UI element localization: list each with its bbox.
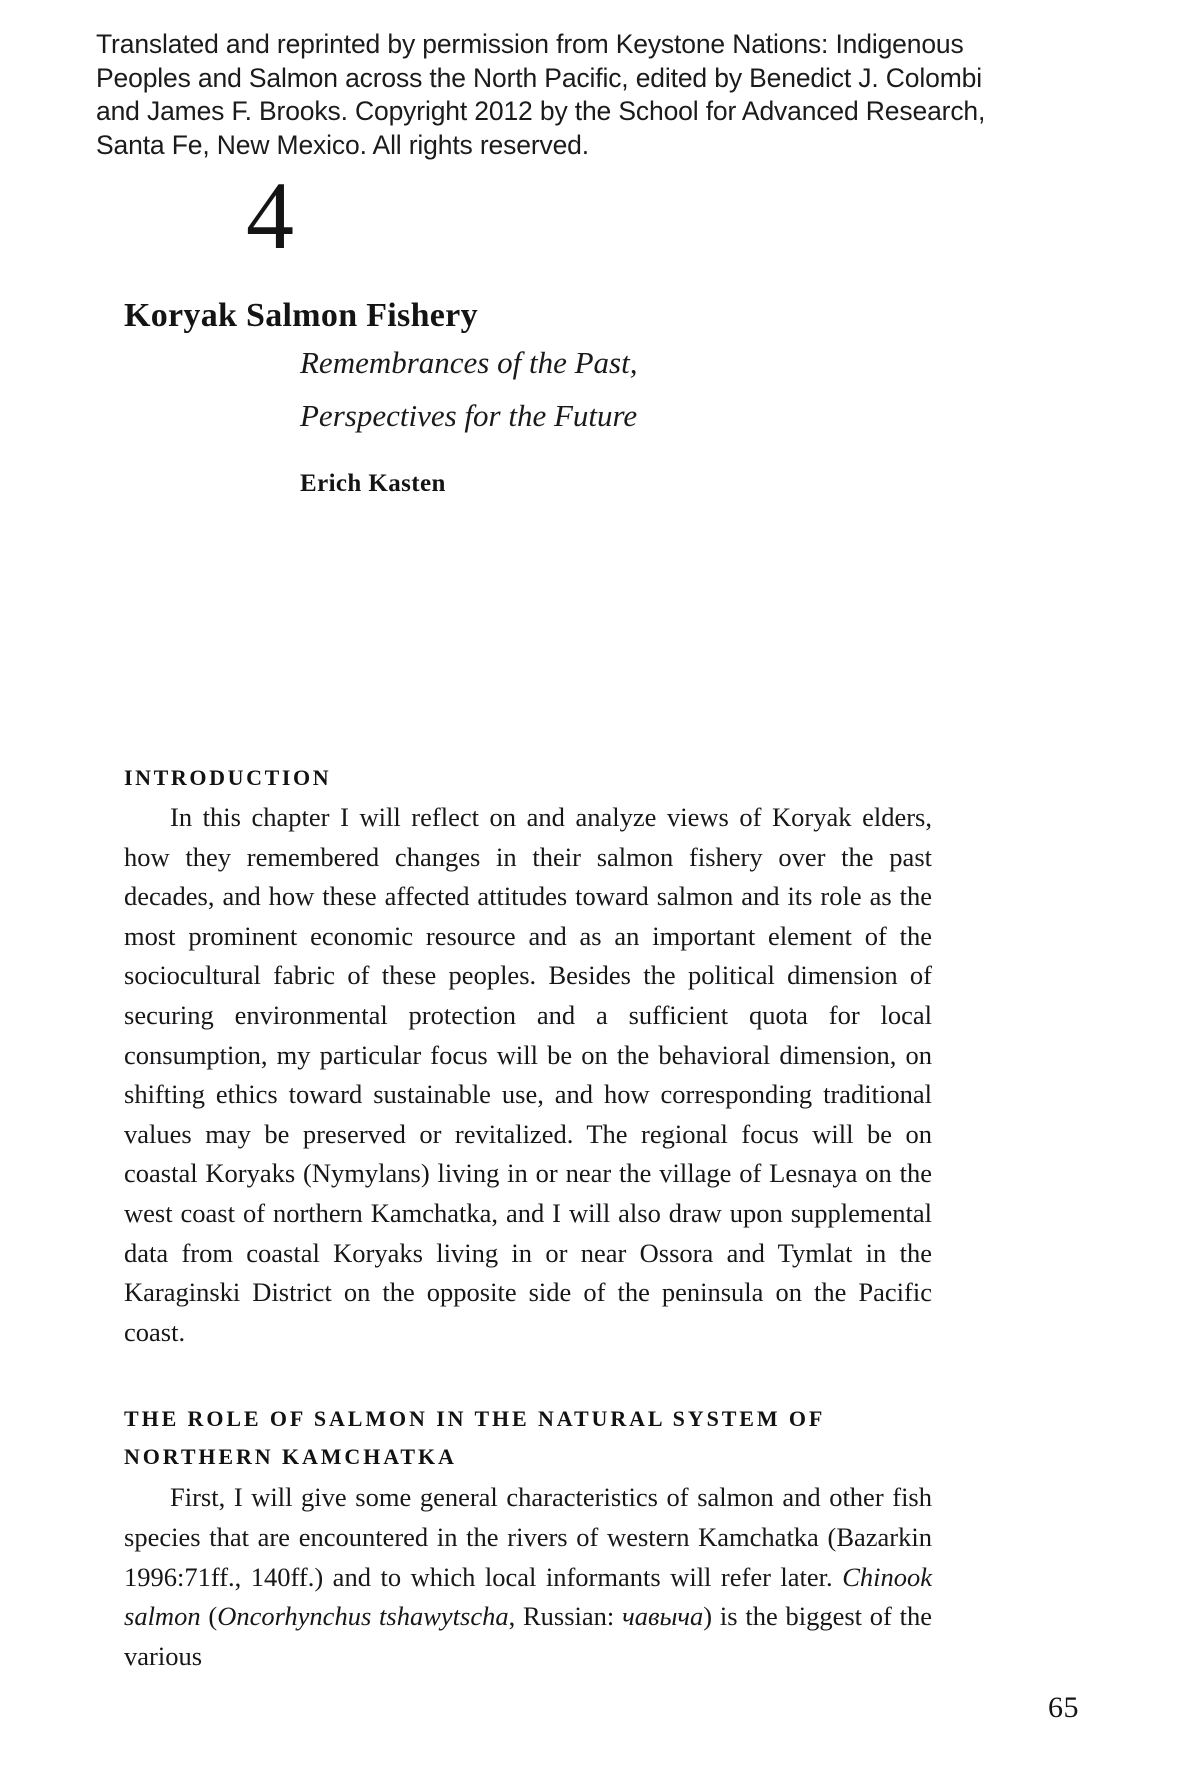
chapter-subtitle-line-2: Perspectives for the Future [300, 398, 638, 433]
text-run-italic-1: Chinook salmon [124, 1561, 932, 1632]
text-run-italic-5: чавыча [622, 1601, 704, 1632]
chapter-title: Koryak Salmon Fishery [124, 296, 478, 334]
page-number: 65 [1048, 1691, 1079, 1724]
chapter-subtitle [300, 336, 920, 442]
body-column [124, 760, 932, 1676]
text-run-roman-2: ( [200, 1601, 218, 1632]
text-run-roman-6: ) is the biggest of the various [124, 1601, 933, 1671]
text-run-italic-3: Oncorhynchus tshawytscha [217, 1601, 509, 1632]
section-heading-introduction: INTRODUCTION [124, 765, 332, 790]
section-heading-role-of-salmon: THE ROLE OF SALMON IN THE NATURAL SYSTEM OF NORTHERN KAMCHATKA [124, 1406, 825, 1470]
text-run-roman-4: , Russian: [508, 1601, 623, 1632]
permission-notice: Translated and reprinted by permission from Keystone Nations: Indigenous Peoples and Salmon across the North Pacific, edited by Benedict J. Colombi and James F. Brooks. Copyright 2012 by the School for Advanced Research, Santa Fe, New Mexico. All rights reserved. [96, 29, 986, 160]
text-run-roman-0: First, I will give some general characteristics of salmon and other fish species that are encountered in the rivers of western Kamchatka (Bazarkin 1996:71ff., 140ff.) and to which local informants will refer later. [124, 1482, 932, 1592]
chapter-subtitle-line-1: Remembrances of the Past, [300, 345, 638, 380]
paragraph-role-of-salmon [124, 1478, 932, 1676]
chapter-author: Erich Kasten [300, 470, 446, 497]
chapter-number: 4 [246, 162, 294, 269]
paragraph-introduction: In this chapter I will reflect on and analyze views of Koryak elders, how they remembered changes in their salmon fishery over the past decades, and how these affected attitudes toward salmon and its role as the most prominent economic resource and as an important element of the sociocultural fabric of these peoples. Besides the political dimension of securing environmental protection and a sufficient quota for local consumption, my particular focus will be on the behavioral dimension, on shifting ethics toward sustainable use, and how corresponding traditional values may be preserved or revitalized. The regional focus will be on coastal Koryaks (Nymylans) living in or near the village of Lesnaya on the west coast of northern Kamchatka, and I will also draw upon supplemental data from coastal Koryaks living in or near Ossora and Tymlat in the Karaginski District on the opposite side of the peninsula on the Pacific coast. [124, 802, 932, 1347]
